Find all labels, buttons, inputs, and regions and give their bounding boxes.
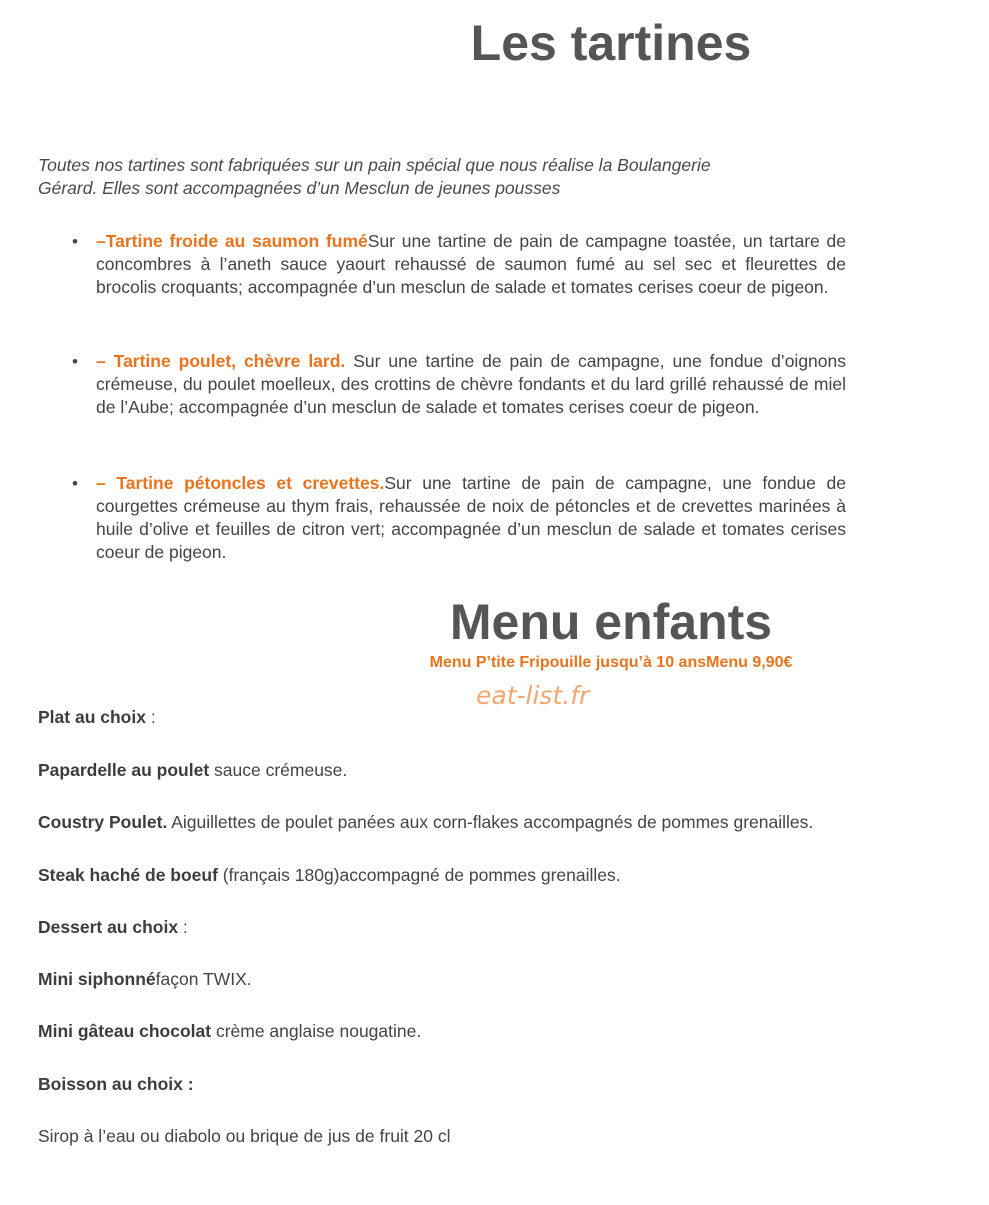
bullet-icon: •: [72, 352, 78, 371]
bullet-icon: •: [72, 232, 78, 251]
enfants-subtitle: Menu P’tite Fripouille jusqu’à 10 ansMenu 9,90€: [429, 654, 793, 671]
tartine-item-poulet: [38, 350, 846, 419]
menu-line-boisson-header: [38, 1074, 194, 1095]
watermark: eat-list.fr: [476, 681, 590, 710]
menu-line-text: :: [145, 707, 156, 727]
tartine-description: Sur une tartine de pain de campagne, une fondue d’oignons crémeuse, du poulet moelleux, des crottins de chèvre fondants et du lard grillé rehaussé de miel de l’Aube; accompagnée d’un mesclun de salade et tomates cerises coeur de pigeon.: [96, 351, 846, 417]
menu-line-bold: Plat au choix: [38, 707, 146, 727]
menu-line-dessert-header: [38, 917, 188, 938]
tartine-description: Sur une tartine de pain de campagne toastée, un tartare de concombres à l’aneth sauce yaourt rehaussé de saumon fumé au sel sec et fleurettes de brocolis croquants; accompagnée d’un mesclun de salade et tomates cerises coeur de pigeon.: [96, 231, 846, 297]
menu-line-text: crème anglaise nougatine.: [211, 1021, 422, 1041]
menu-line-bold: Mini siphonné: [38, 969, 156, 989]
tartine-item-saumon: [38, 230, 846, 299]
menu-line-bold: Steak haché de boeuf: [38, 865, 218, 885]
menu-line-text: façon TWIX.: [155, 969, 252, 989]
tartine-description: Sur une tartine de pain de campagne, une fondue de courgettes crémeuse au thym frais, rehaussée de noix de pétoncles et de crevettes marinées à huile d’olive et feuilles de citron vert; accompagnée d’un mesclun de salade et tomates cerises coeur de pigeon.: [96, 473, 847, 562]
menu-line-bold: Papardelle au poulet: [38, 760, 210, 780]
menu-line-bold: Mini gâteau chocolat: [38, 1021, 212, 1041]
menu-line-sirop: [38, 1126, 451, 1147]
menu-line-bold: Coustry Poulet.: [38, 812, 168, 832]
intro-line-2: Gérard. Elles sont accompagnées d’un Mesclun de jeunes pousses: [38, 178, 561, 198]
menu-line-text: sauce crémeuse.: [209, 760, 348, 780]
menu-line-bold: Dessert au choix: [38, 917, 179, 937]
menu-line-coustry: [38, 812, 813, 833]
menu-line-steak: [38, 865, 621, 886]
tartine-name: – Tartine pétoncles et crevettes.: [96, 473, 385, 493]
intro-line-1: Toutes nos tartines sont fabriquées sur un pain spécial que nous réalise la Boulangerie: [38, 155, 711, 175]
menu-line-text: :: [178, 917, 188, 937]
menu-line-papardelle: [38, 760, 347, 781]
menu-line-text: Aiguillettes de poulet panées aux corn-flakes accompagnés de pommes grenailles.: [167, 812, 814, 832]
menu-line-gateau: [38, 1021, 421, 1042]
menu-line-plat-header: [38, 707, 156, 728]
tartine-name: – Tartine poulet, chèvre lard.: [96, 351, 346, 371]
tartines-title: Les tartines: [470, 15, 752, 71]
tartines-intro: [38, 154, 844, 200]
menu-line-bold: Boisson au choix :: [38, 1074, 194, 1094]
bullet-icon: •: [72, 474, 78, 493]
menu-line-siphonne: [38, 969, 252, 990]
menu-line-text: (français 180g)accompagné de pommes grenailles.: [217, 865, 621, 885]
menu-line-text: Sirop à l’eau ou diabolo ou brique de jus de fruit 20 cl: [38, 1126, 451, 1146]
tartine-name: –Tartine froide au saumon fumé: [96, 231, 368, 251]
tartine-item-petoncles: [38, 472, 846, 564]
enfants-title: Menu enfants: [449, 594, 773, 650]
